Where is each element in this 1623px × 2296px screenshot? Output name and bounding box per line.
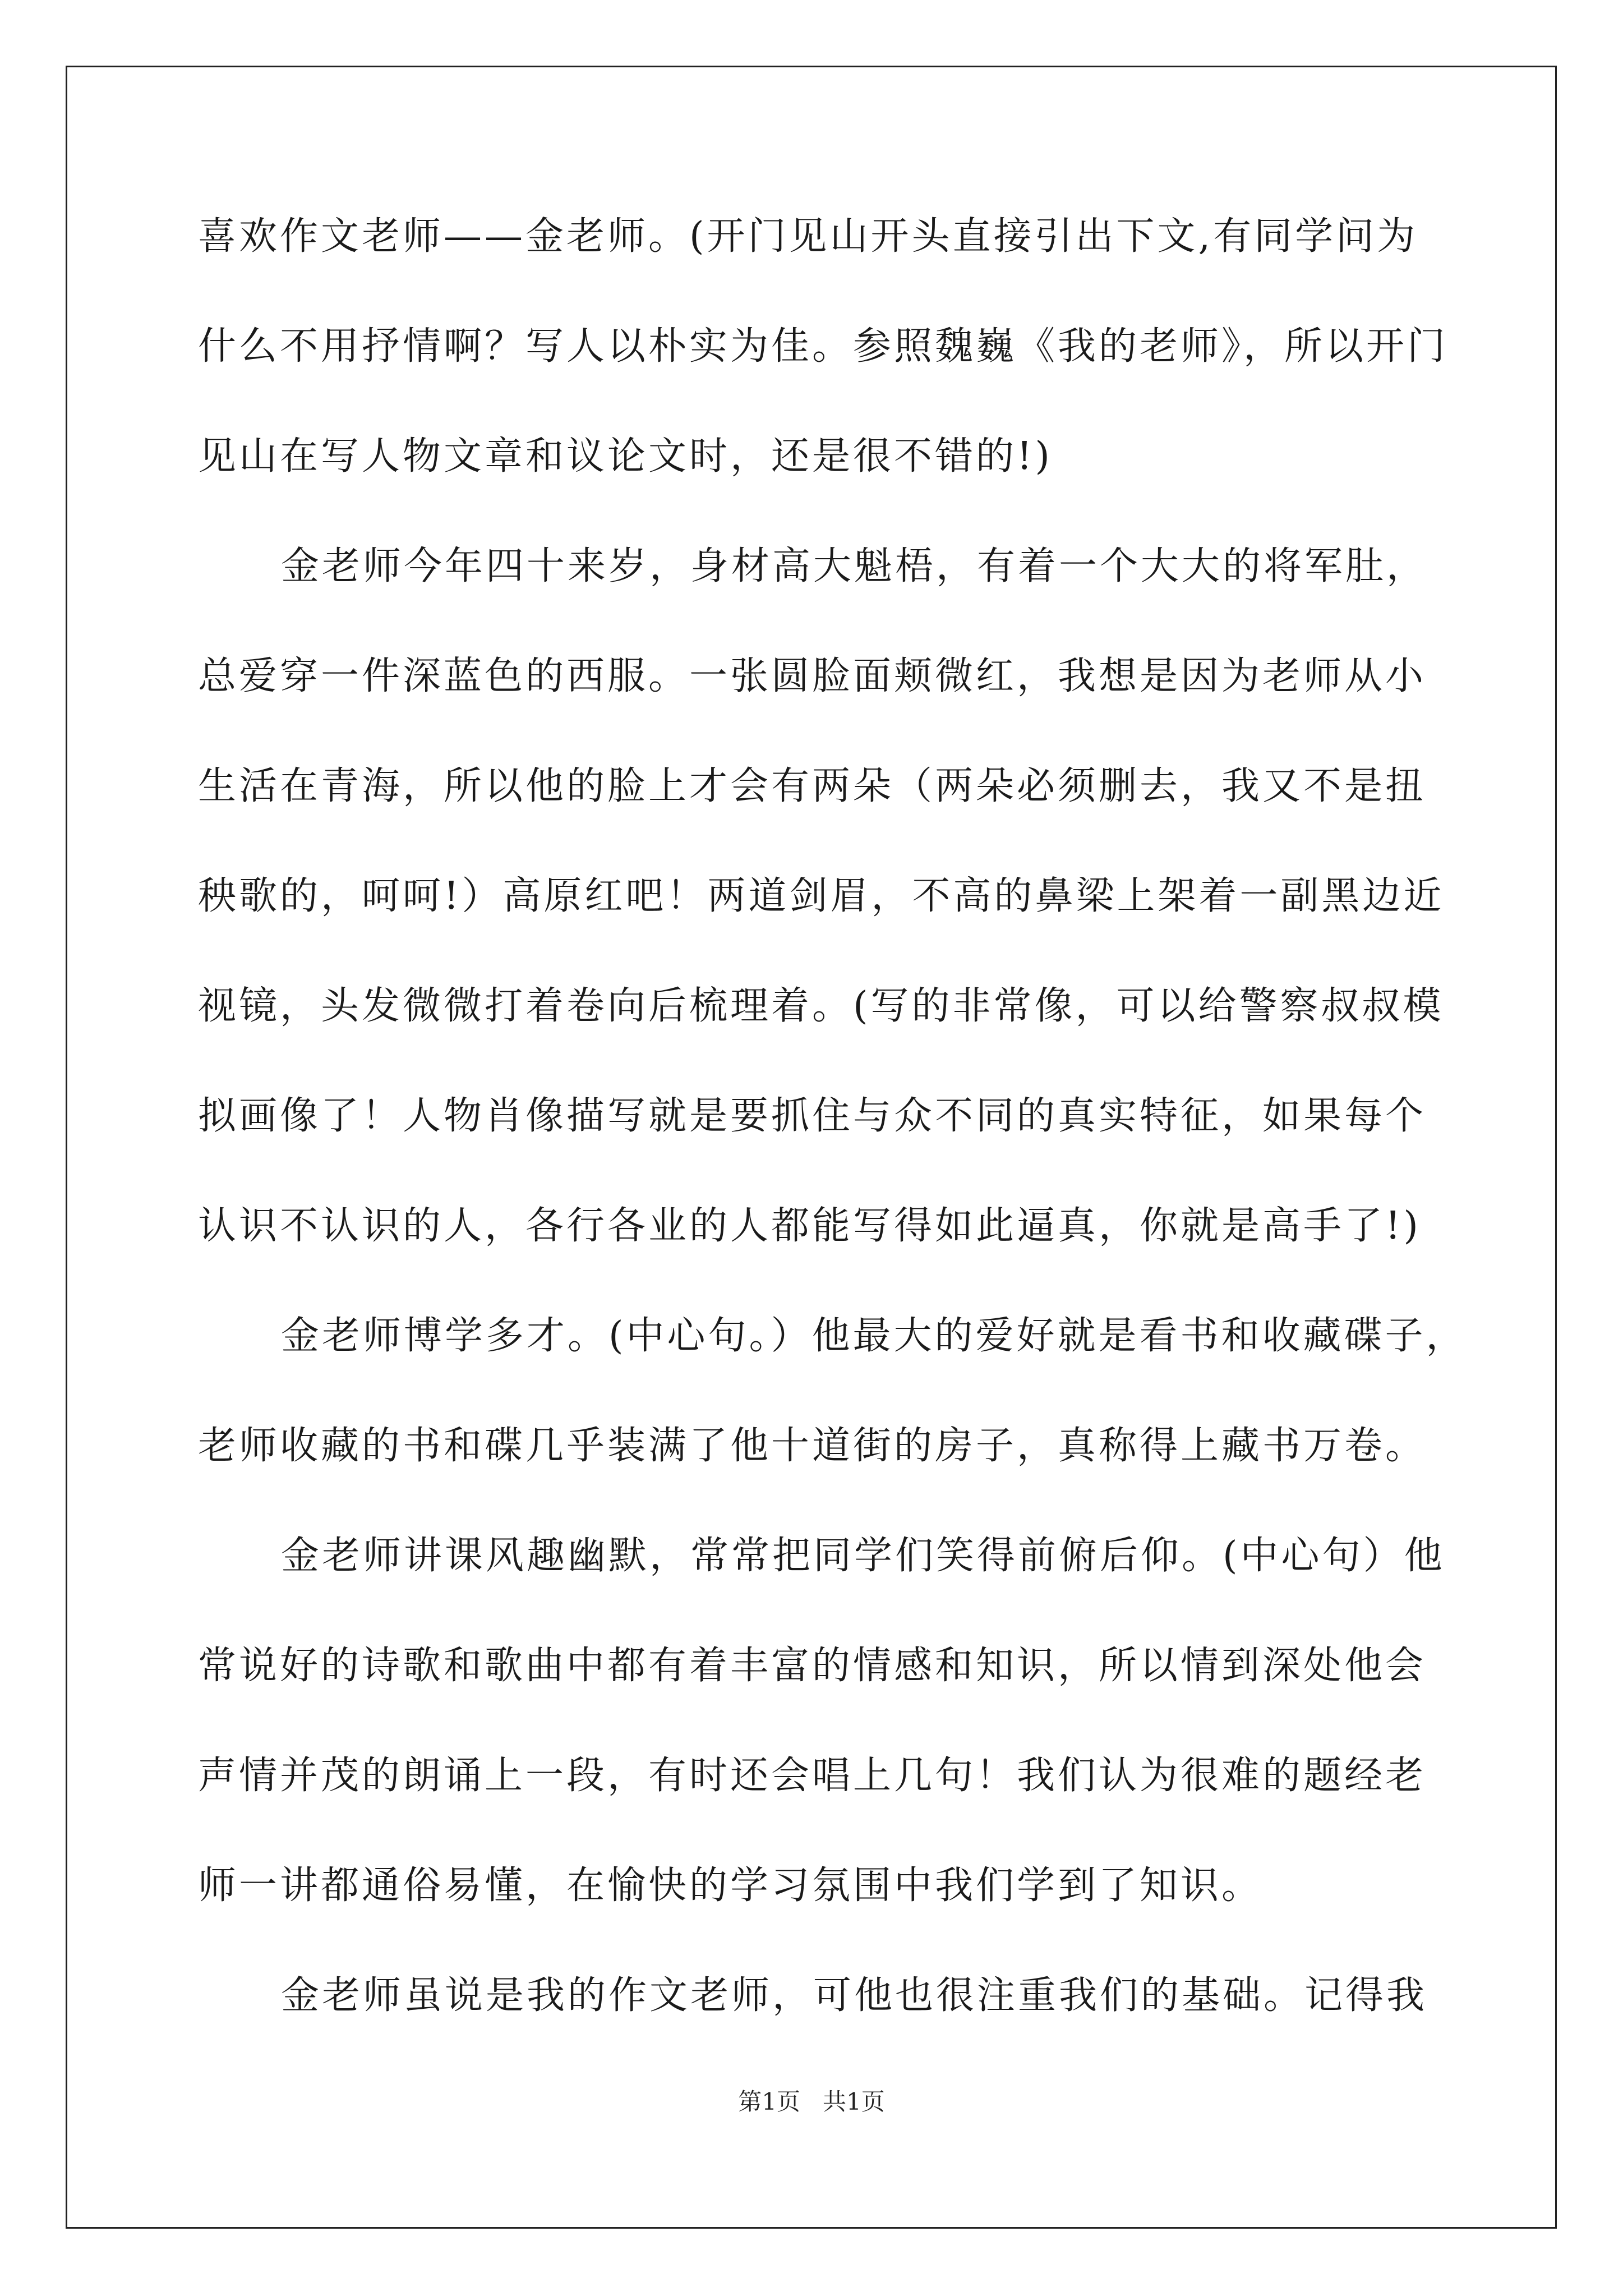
text-line: 常说好的诗歌和歌曲中都有着丰富的情感和知识，所以情到深处他会 [198,1644,1427,1688]
text-line: 秧歌的，呵呵!）高原红吧！两道剑眉，不高的鼻梁上架着一副黑边近 [198,874,1445,918]
paragraph-start-line: 金老师博学多才。(中心句。）他最大的爱好就是看书和收藏碟子， [281,1314,1467,1358]
page-number-footer: 第1页 共1页 [738,2088,885,2115]
text-line: 什么不用抒情啊？写人以朴实为佳。参照魏巍《我的老师》，所以开门 [198,324,1449,369]
text-line: 见山在写人物文章和议论文时，还是很不错的!) [198,434,1053,478]
text-line: 老师收藏的书和碟几乎装满了他十道街的房子，真称得上藏书万卷。 [198,1424,1427,1468]
text-line: 拟画像了！人物肖像描写就是要抓住与众不同的真实特征，如果每个 [198,1094,1427,1138]
text-line: 视镜，头发微微打着卷向后梳理着。(写的非常像，可以给警察叔叔模 [198,984,1444,1028]
text-line: 总爱穿一件深蓝色的西服。一张圆脸面颊微红，我想是因为老师从小 [198,654,1427,698]
text-line: 认识不认识的人，各行各业的人都能写得如此逼真，你就是高手了!) [198,1204,1421,1248]
text-line: 生活在青海，所以他的脸上才会有两朵（两朵必须删去，我又不是扭 [198,764,1427,808]
text-line: 师一讲都通俗易懂，在愉快的学习氛围中我们学到了知识。 [198,1864,1263,1908]
document-body [198,214,1467,2087]
text-line: 喜欢作文老师——金老师。(开门见山开头直接引出下文,有同学问为 [198,214,1418,259]
paragraph-start-line: 金老师今年四十来岁，身材高大魁梧，有着一个大大的将军肚， [281,544,1428,588]
paragraph-start-line: 金老师讲课风趣幽默，常常把同学们笑得前俯后仰。(中心句）他 [281,1534,1445,1578]
text-line: 声情并茂的朗诵上一段，有时还会唱上几句！我们认为很难的题经老 [198,1754,1427,1798]
paragraph-start-line: 金老师虽说是我的作文老师，可他也很注重我们的基础。记得我 [281,1973,1428,2018]
